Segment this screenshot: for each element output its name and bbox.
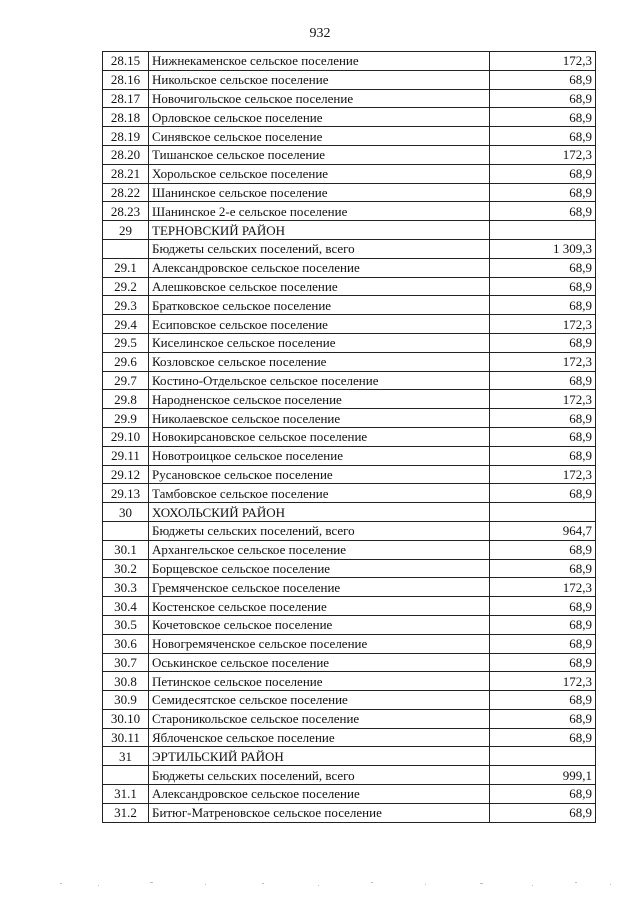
- row-name-cell: ХОХОЛЬСКИЙ РАЙОН: [149, 503, 490, 522]
- row-number-cell: 29.11: [103, 446, 149, 465]
- table-row: [103, 52, 596, 71]
- row-name-cell: Александровское сельское поселение: [149, 258, 490, 277]
- row-name-cell: Алешковское сельское поселение: [149, 277, 490, 296]
- table-row: [103, 277, 596, 296]
- row-value-cell: 68,9: [490, 785, 596, 804]
- row-value-cell: 172,3: [490, 672, 596, 691]
- table-row: [103, 258, 596, 277]
- row-value-cell: 68,9: [490, 615, 596, 634]
- row-name-cell: Новочигольское сельское поселение: [149, 89, 490, 108]
- table-row: [103, 785, 596, 804]
- table-row: [103, 239, 596, 258]
- table-row: [103, 390, 596, 409]
- row-name-cell: Александровское сельское поселение: [149, 785, 490, 804]
- table-row: [103, 559, 596, 578]
- row-name-cell: Бюджеты сельских поселений, всего: [149, 239, 490, 258]
- row-name-cell: ЭРТИЛЬСКИЙ РАЙОН: [149, 747, 490, 766]
- row-value-cell: 172,3: [490, 352, 596, 371]
- row-value-cell: 68,9: [490, 371, 596, 390]
- table-row: [103, 70, 596, 89]
- row-value-cell: [490, 221, 596, 240]
- row-number-cell: 29: [103, 221, 149, 240]
- row-name-cell: ТЕРНОВСКИЙ РАЙОН: [149, 221, 490, 240]
- table-row: [103, 521, 596, 540]
- row-name-cell: Гремяченское сельское поселение: [149, 578, 490, 597]
- row-name-cell: Костино-Отдельское сельское поселение: [149, 371, 490, 390]
- row-name-cell: Шанинское сельское поселение: [149, 183, 490, 202]
- table-row: [103, 427, 596, 446]
- row-name-cell: Новогремяченское сельское поселение: [149, 634, 490, 653]
- row-value-cell: 68,9: [490, 127, 596, 146]
- row-number-cell: 29.6: [103, 352, 149, 371]
- row-value-cell: 172,3: [490, 315, 596, 334]
- row-name-cell: Бюджеты сельских поселений, всего: [149, 521, 490, 540]
- row-number-cell: 28.22: [103, 183, 149, 202]
- row-value-cell: 68,9: [490, 728, 596, 747]
- row-value-cell: 172,3: [490, 145, 596, 164]
- table-row: [103, 371, 596, 390]
- row-value-cell: 68,9: [490, 89, 596, 108]
- budget-table: [102, 51, 596, 823]
- row-name-cell: Семидесятское сельское поселение: [149, 691, 490, 710]
- row-number-cell: 29.1: [103, 258, 149, 277]
- row-name-cell: Тамбовское сельское поселение: [149, 484, 490, 503]
- row-value-cell: 964,7: [490, 521, 596, 540]
- row-name-cell: Народненское сельское поселение: [149, 390, 490, 409]
- row-number-cell: [103, 521, 149, 540]
- table-row: [103, 540, 596, 559]
- row-number-cell: 29.5: [103, 333, 149, 352]
- row-number-cell: 31: [103, 747, 149, 766]
- row-value-cell: 68,9: [490, 634, 596, 653]
- row-value-cell: 68,9: [490, 484, 596, 503]
- row-number-cell: 29.7: [103, 371, 149, 390]
- row-number-cell: 29.12: [103, 465, 149, 484]
- row-name-cell: Николаевское сельское поселение: [149, 409, 490, 428]
- page-number: 932: [309, 26, 331, 41]
- table-row: [103, 728, 596, 747]
- row-name-cell: Битюг-Матреновское сельское поселение: [149, 803, 490, 822]
- table-row: [103, 597, 596, 616]
- table-row: [103, 108, 596, 127]
- row-number-cell: 29.2: [103, 277, 149, 296]
- row-number-cell: 28.20: [103, 145, 149, 164]
- row-value-cell: 68,9: [490, 597, 596, 616]
- row-value-cell: 999,1: [490, 766, 596, 785]
- row-number-cell: 28.18: [103, 108, 149, 127]
- row-name-cell: Нижнекаменское сельское поселение: [149, 52, 490, 71]
- row-value-cell: 68,9: [490, 70, 596, 89]
- row-value-cell: 68,9: [490, 691, 596, 710]
- row-name-cell: Братковское сельское поселение: [149, 296, 490, 315]
- table-row: [103, 484, 596, 503]
- table-row: [103, 183, 596, 202]
- row-name-cell: Оськинское сельское поселение: [149, 653, 490, 672]
- table-row: [103, 634, 596, 653]
- row-name-cell: Есиповское сельское поселение: [149, 315, 490, 334]
- row-value-cell: 1 309,3: [490, 239, 596, 258]
- table-row: [103, 578, 596, 597]
- row-name-cell: Петинское сельское поселение: [149, 672, 490, 691]
- row-number-cell: 30.1: [103, 540, 149, 559]
- row-number-cell: 30.7: [103, 653, 149, 672]
- row-value-cell: 68,9: [490, 427, 596, 446]
- table-row: [103, 691, 596, 710]
- row-number-cell: 30.11: [103, 728, 149, 747]
- table-row: [103, 127, 596, 146]
- row-number-cell: 28.15: [103, 52, 149, 71]
- row-value-cell: 172,3: [490, 578, 596, 597]
- row-number-cell: 30.9: [103, 691, 149, 710]
- row-number-cell: [103, 766, 149, 785]
- table-row: [103, 89, 596, 108]
- row-number-cell: 28.16: [103, 70, 149, 89]
- row-name-cell: Новотроицкое сельское поселение: [149, 446, 490, 465]
- row-value-cell: 68,9: [490, 108, 596, 127]
- table-row: [103, 352, 596, 371]
- table-row: [103, 315, 596, 334]
- row-name-cell: Шанинское 2-е сельское поселение: [149, 202, 490, 221]
- row-value-cell: 68,9: [490, 202, 596, 221]
- row-value-cell: 68,9: [490, 183, 596, 202]
- table-row: [103, 202, 596, 221]
- table-row: [103, 164, 596, 183]
- table-row: [103, 709, 596, 728]
- row-name-cell: Староникольское сельское поселение: [149, 709, 490, 728]
- table-row: [103, 766, 596, 785]
- row-value-cell: 172,3: [490, 390, 596, 409]
- scan-noise-decoration: [0, 880, 640, 888]
- row-number-cell: 28.17: [103, 89, 149, 108]
- row-number-cell: 29.9: [103, 409, 149, 428]
- row-number-cell: 29.4: [103, 315, 149, 334]
- row-name-cell: Новокирсановское сельское поселение: [149, 427, 490, 446]
- row-value-cell: 68,9: [490, 709, 596, 728]
- row-number-cell: [103, 239, 149, 258]
- row-name-cell: Козловское сельское поселение: [149, 352, 490, 371]
- table-row: [103, 221, 596, 240]
- row-name-cell: Тишанское сельское поселение: [149, 145, 490, 164]
- row-number-cell: 28.21: [103, 164, 149, 183]
- table-body: [103, 52, 596, 823]
- table-row: [103, 296, 596, 315]
- row-number-cell: 30.10: [103, 709, 149, 728]
- table-row: [103, 333, 596, 352]
- row-number-cell: 29.10: [103, 427, 149, 446]
- row-value-cell: 68,9: [490, 258, 596, 277]
- row-value-cell: 68,9: [490, 446, 596, 465]
- table-row: [103, 803, 596, 822]
- row-value-cell: [490, 503, 596, 522]
- row-value-cell: 68,9: [490, 296, 596, 315]
- row-name-cell: Яблоченское сельское поселение: [149, 728, 490, 747]
- row-value-cell: 68,9: [490, 409, 596, 428]
- row-name-cell: Киселинское сельское поселение: [149, 333, 490, 352]
- row-number-cell: 31.1: [103, 785, 149, 804]
- table-row: [103, 465, 596, 484]
- row-value-cell: 68,9: [490, 653, 596, 672]
- row-number-cell: 30.4: [103, 597, 149, 616]
- row-number-cell: 30.2: [103, 559, 149, 578]
- row-number-cell: 29.3: [103, 296, 149, 315]
- table-row: [103, 747, 596, 766]
- row-number-cell: 28.19: [103, 127, 149, 146]
- row-value-cell: 68,9: [490, 164, 596, 183]
- row-name-cell: Бюджеты сельских поселений, всего: [149, 766, 490, 785]
- row-name-cell: Орловское сельское поселение: [149, 108, 490, 127]
- row-number-cell: 30.8: [103, 672, 149, 691]
- row-name-cell: Кочетовское сельское поселение: [149, 615, 490, 634]
- row-number-cell: 30.6: [103, 634, 149, 653]
- table-row: [103, 446, 596, 465]
- table-row: [103, 409, 596, 428]
- row-number-cell: 30.3: [103, 578, 149, 597]
- row-number-cell: 29.8: [103, 390, 149, 409]
- row-value-cell: [490, 747, 596, 766]
- row-number-cell: 30.5: [103, 615, 149, 634]
- row-name-cell: Хорольское сельское поселение: [149, 164, 490, 183]
- row-value-cell: 68,9: [490, 333, 596, 352]
- table-row: [103, 145, 596, 164]
- table-row: [103, 503, 596, 522]
- table-row: [103, 615, 596, 634]
- row-name-cell: Синявское сельское поселение: [149, 127, 490, 146]
- table-row: [103, 672, 596, 691]
- row-name-cell: Борщевское сельское поселение: [149, 559, 490, 578]
- row-number-cell: 28.23: [103, 202, 149, 221]
- row-value-cell: 68,9: [490, 277, 596, 296]
- row-name-cell: Никольское сельское поселение: [149, 70, 490, 89]
- row-number-cell: 31.2: [103, 803, 149, 822]
- row-number-cell: 29.13: [103, 484, 149, 503]
- row-value-cell: 68,9: [490, 559, 596, 578]
- row-name-cell: Русановское сельское поселение: [149, 465, 490, 484]
- row-value-cell: 68,9: [490, 540, 596, 559]
- row-name-cell: Костенское сельское поселение: [149, 597, 490, 616]
- row-value-cell: 172,3: [490, 465, 596, 484]
- row-value-cell: 172,3: [490, 52, 596, 71]
- row-name-cell: Архангельское сельское поселение: [149, 540, 490, 559]
- row-number-cell: 30: [103, 503, 149, 522]
- row-value-cell: 68,9: [490, 803, 596, 822]
- table-row: [103, 653, 596, 672]
